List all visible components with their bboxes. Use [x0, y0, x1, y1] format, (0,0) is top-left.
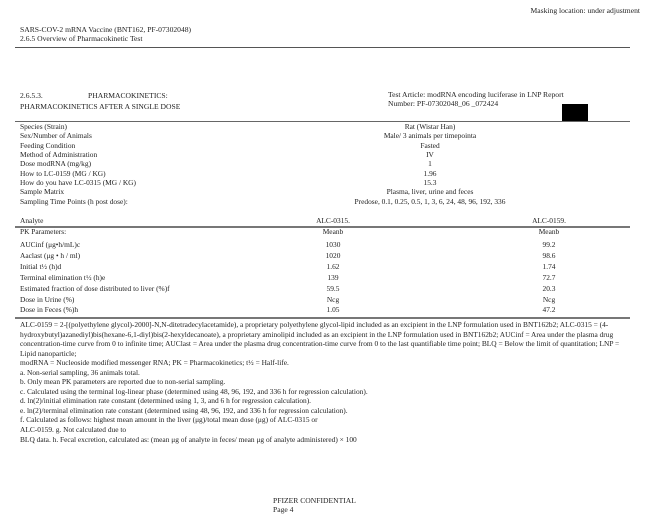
pk-value-alc0159: 47.2 [542, 305, 556, 315]
analyte-col1: ALC-0315. [316, 216, 350, 225]
pk-row [20, 262, 630, 271]
table-bottom-rule [15, 317, 630, 319]
study-info-row [20, 178, 630, 187]
test-article-block [388, 90, 564, 109]
study-info-row [20, 159, 630, 168]
pk-row [20, 240, 630, 249]
pk-value-alc0159: 1.74 [542, 261, 556, 271]
pk-value-alc0159: 20.3 [542, 283, 556, 293]
page-number: Page 4 [273, 505, 294, 515]
pk-param-label: Aaclast (μg • h / ml) [20, 250, 81, 260]
page-footer [273, 496, 356, 515]
study-info-row [20, 122, 630, 131]
pk-row [20, 273, 630, 282]
footnote: ALC-0159 = 2-[(polyethylene glycol)-2000]-N,N-ditetradecylacetamide), a proprietary polyethylene glycol-lipid included as an excipient in the LNP formulation used in BNT162b2; ALC-0315 = (4-hydroxybutyl)azanediyl)bis(hexane-6,1-diyl)bis(2-hexyldecanoate), a proprietary aminolipid included as an excipient in the LNP formulation used in BNT162b2; AUCinf = Area under the plasma drug concentration-time curve from 0 to infinite time; AUClast = Area under the plasma drug concentration-time curve from 0 to the last quantifiable time point; BLQ = Below the limit of quantitation; LNP = Lipid nanoparticle; [20, 320, 620, 358]
pk-value-alc0315: 139 [327, 272, 339, 282]
study-info-value: IV [426, 150, 434, 160]
section-title: PHARMACOKINETICS: [88, 91, 168, 100]
pk-param-label: Dose in Feces (%)h [20, 305, 79, 315]
pk-value-alc0159: 72.7 [542, 272, 556, 282]
pk-value-alc0159: 98.6 [542, 250, 556, 260]
footnote: a. Non-serial sampling, 36 animals total. [20, 367, 140, 377]
study-info-value: Fasted [420, 140, 440, 150]
analyte-row [20, 216, 630, 225]
study-info-row [20, 187, 630, 196]
study-info-row [20, 131, 630, 140]
footnotes [20, 320, 624, 444]
pk-row [20, 305, 630, 314]
analyte-col2: ALC-0159. [532, 216, 566, 225]
study-info-value: Male/ 3 animals per timepointa [383, 131, 477, 141]
footnote: c. Calculated using the terminal log-linear phase (determined using 48, 96, 192, and 336 h for regression calculation). [20, 386, 368, 396]
test-article: Test Article: modRNA encoding luciferase in LNP Report [388, 90, 564, 99]
pk-value-alc0159: Ncg [542, 294, 556, 304]
pk-row [20, 284, 630, 293]
study-info-row [20, 169, 630, 178]
study-info-row [20, 141, 630, 150]
pk-value-alc0315: 59.5 [326, 283, 340, 293]
study-info-label: How to LC-0159 (MG / KG) [20, 168, 106, 178]
study-info-row [20, 197, 630, 206]
redaction-box [562, 104, 588, 121]
pk-value-alc0315: 1.62 [326, 261, 340, 271]
pk-header-row [20, 227, 630, 236]
pk-param-label: Terminal elimination t½ (h)e [20, 272, 106, 282]
study-info-value: 1.96 [423, 168, 437, 178]
pk-header-label: PK Parameters: [20, 227, 67, 236]
pk-value-alc0315: 1.05 [326, 305, 340, 315]
pk-row [20, 295, 630, 304]
section-heading [20, 90, 180, 112]
study-info-label: Sampling Time Points (h post dose): [20, 196, 128, 206]
pk-value-alc0315: Ncg [326, 294, 340, 304]
footnote: modRNA = Nucleoside modified messenger RNA; PK = Pharmacokinetics; t½ = Half-life. [20, 358, 289, 368]
confidential-label: PFIZER CONFIDENTIAL [273, 496, 356, 505]
pk-param-label: AUCinf (μg•h/mL)c [20, 240, 81, 249]
section-subtitle: PHARMACOKINETICS AFTER A SINGLE DOSE [20, 102, 181, 112]
study-info-value: Plasma, liver, urine and feces [386, 187, 474, 197]
study-info-label: How do you have LC-0315 (MG / KG) [20, 178, 136, 188]
footnote: e. ln(2)/terminal elimination rate constant (determined using 48, 96, 192, and 336 h for regression calculation). [20, 405, 348, 415]
study-info-value: 15.3 [423, 178, 437, 188]
section-number: 2.6.5.3. [20, 91, 43, 100]
pk-param-label: Initial t½ (h)d [20, 261, 62, 271]
study-info-label: Sex/Number of Animals [20, 131, 92, 141]
pk-row [20, 251, 630, 260]
pk-header-col2: Meanb [538, 227, 560, 236]
report-number: Number: PF-07302048_06 _072424 [388, 99, 499, 109]
document-header [20, 25, 191, 43]
footnote: BLQ data. h. Fecal excretion, calculated as: (mean μg of analyte in feces/ mean μg of analyte administered) × 100 [20, 434, 357, 444]
pk-value-alc0159: 99.2 [542, 240, 556, 249]
doc-subtitle: 2.6.5 Overview of Pharmacokinetic Test [20, 34, 143, 44]
study-info-label: Method of Administration [20, 150, 98, 160]
footnote: ALC-0159. g. Not calculated due to [20, 425, 127, 435]
study-info-label: Dose modRNA (mg/kg) [20, 159, 92, 169]
pk-value-alc0315: 1020 [325, 250, 341, 260]
study-info-value: Rat (Wistar Han) [404, 122, 456, 131]
pk-param-label: Dose in Urine (%) [20, 294, 75, 304]
study-info-row [20, 150, 630, 159]
pk-value-alc0315: 1030 [325, 240, 341, 249]
study-info-label: Sample Matrix [20, 187, 65, 197]
doc-title: SARS-COV-2 mRNA Vaccine (BNT162, PF-07302048) [20, 25, 192, 34]
pk-param-label: Estimated fraction of dose distributed to liver (%)f [20, 283, 170, 293]
masking-note: Masking location: under adjustment [530, 6, 640, 15]
footnote: f. Calculated as follows: highest mean amount in the liver (μg)/total mean dose (μg) of ALC-0315 or [20, 415, 318, 425]
analyte-label: Analyte [20, 216, 44, 225]
pk-header-col1: Meanb [322, 227, 344, 236]
study-info-label: Species (Strain) [20, 122, 67, 131]
study-info-value: 1 [428, 159, 432, 169]
study-info-label: Feeding Condition [20, 140, 76, 150]
study-info-value: Predose, 0.1, 0.25, 0.5, 1, 3, 6, 24, 48, 96, 192, 336 [354, 196, 506, 206]
footnote: b. Only mean PK parameters are reported due to non-serial sampling. [20, 377, 226, 387]
footnote: d. ln(2)/initial elimination rate constant (determined using 1, 3, and 6 h for regression calculation). [20, 396, 312, 406]
header-divider [15, 47, 630, 48]
